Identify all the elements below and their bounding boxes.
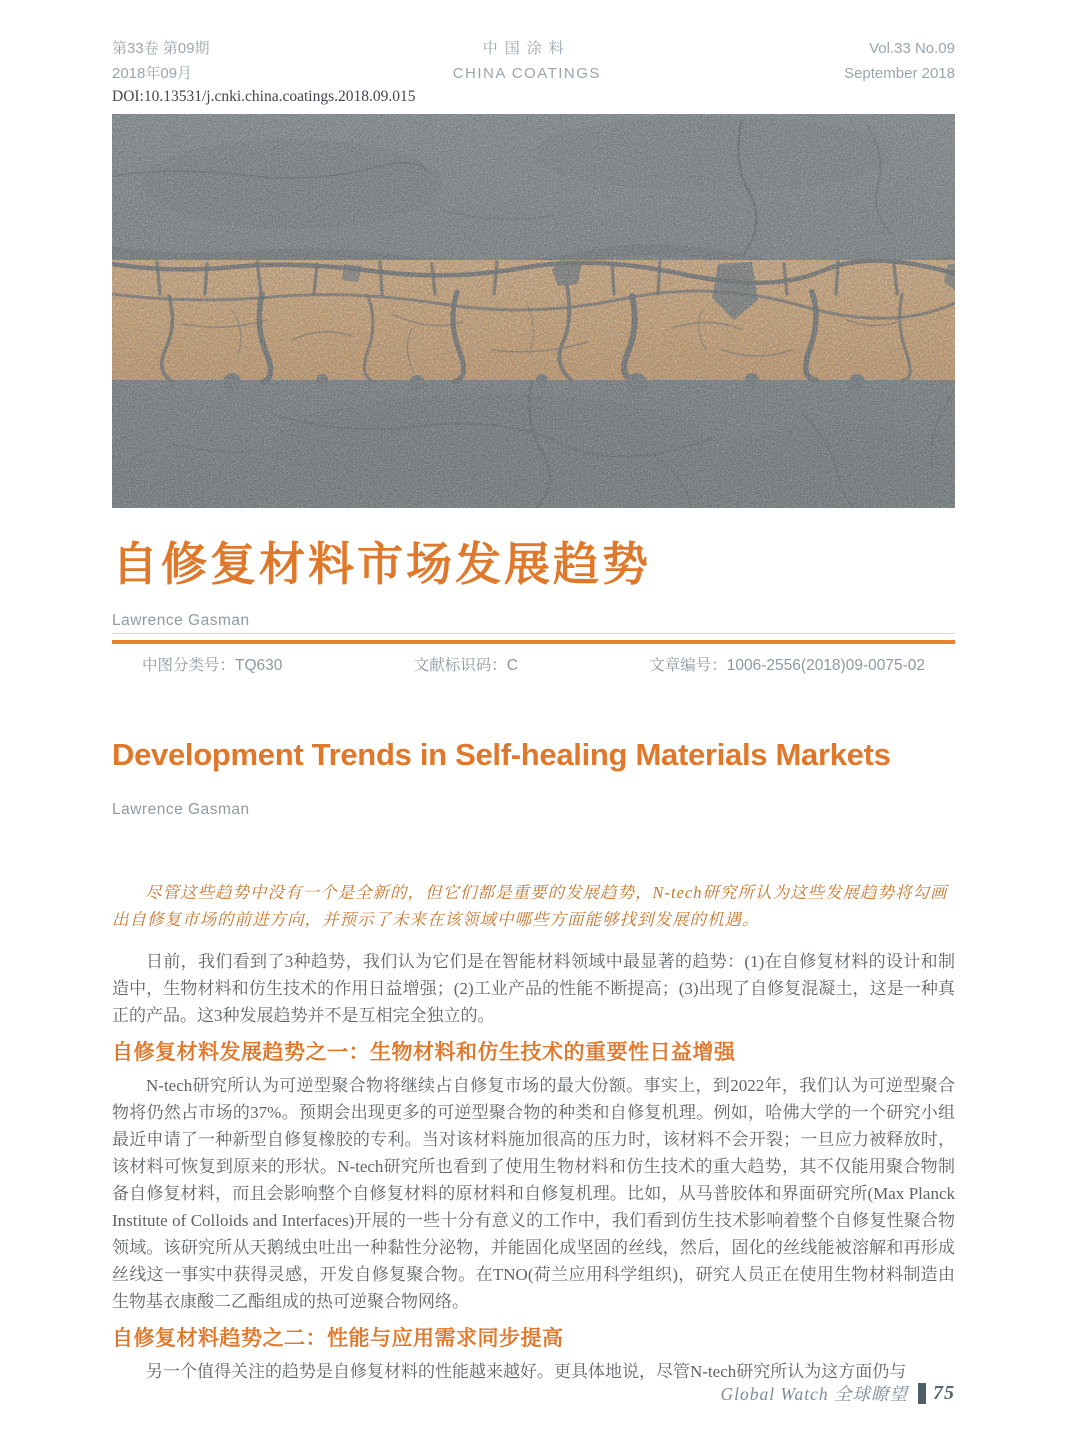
header-issue-info [112,36,210,86]
header-volume-info [844,36,955,86]
article-number: 文章编号：1006-2556(2018)09-0075-02 [649,657,925,674]
document-code: 文献标识码：C [413,657,518,674]
section-body-2: 另一个值得关注的趋势是自修复材料的性能越来越好。更具体地说，尽管N-tech研究所认为这方面仍与 [146,1362,907,1381]
volume-number-en: Vol.33 No.09 [869,40,955,57]
article-title-zh: 自修复材料市场发展趋势 [112,538,651,590]
clc-number: 中图分类号：TQ630 [142,657,283,674]
author-name-en-block: Lawrence Gasman [112,801,250,818]
article-title-en: Development Trends in Self-healing Materials Markets [112,737,891,772]
section-heading-2: 自修复材料趋势之二：性能与应用需求同步提高 [112,1327,564,1350]
issue-date-en: September 2018 [844,65,955,82]
author-name-zh-block: Lawrence Gasman [112,612,250,629]
issue-volume-zh: 第33卷 第09期 [112,40,210,57]
issue-date-zh: 2018年09月 [112,65,193,82]
intro-paragraph: 日前，我们看到了3种趋势，我们认为它们是在智能材料领域中最显著的趋势：(1)在自修复材料的设计和制造中，生物材料和仿生技术的作用日益增强；(2)工业产品的性能不断提高；(3)出现了自修复混凝土，这是一种真正的产品。这3种发展趋势并不是互相完全独立的。 [112,952,955,1025]
section-body-1: N-tech研究所认为可逆型聚合物将继续占自修复市场的最大份额。事实上，到2022年，我们认为可逆型聚合物将仍然占市场的37%。预期会出现更多的可逆型聚合物的种类和自修复机理。例如，哈佛大学的一个研究小组最近申请了一种新型自修复橡胶的专利。当对该材料施加很高的压力时，该材料不会开裂；一旦应力被释放时，该材料可恢复到原来的形状。N-tech研究所也看到了使用生物材料和仿生技术的重大趋势，其不仅能用聚合物制备自修复材料，而且会影响整个自修复材料的原材料和自修复机理。比如，从马普胶体和界面研究所(Max Planck Institute of Colloids and Interfaces)开展的一些十分有意义的工作中，我们看到仿生技术影响着整个自修复性聚合物领域。该研究所从天鹅绒虫吐出一种黏性分泌物，并能固化成坚固的丝线，然后，固化的丝线能被溶解和再形成丝线这一事实中获得灵感，开发自修复聚合物。在TNO(荷兰应用科学组织)，研究人员正在使用生物材料制造由生物基衣康酸二乙酯组成的热可逆聚合物网络。 [112,1076,955,1311]
page-number: 75 [933,1382,955,1404]
footer-bar-icon [918,1383,926,1404]
hero-photo [112,114,955,508]
journal-name-zh: 中国涂料 [482,40,571,57]
journal-header [112,36,955,86]
article-meta-row [112,657,955,675]
thin-divider [112,633,955,634]
abstract-paragraph: 尽管这些趋势中没有一个是全新的，但它们都是重要的发展趋势，N-tech研究所认为这些发展趋势将勾画出自修复市场的前进方向，并预示了未来在该领域中哪些方面能够找到发展的机遇。 [112,883,948,929]
page-footer [721,1381,955,1406]
footer-section-label: Global Watch 全球瞭望 [720,1384,908,1404]
section-heading-1: 自修复材料发展趋势之一：生物材料和仿生技术的重要性日益增强 [112,1041,736,1064]
journal-name-en: CHINA COATINGS [452,65,601,82]
doi-line: DOI:10.13531/j.cnki.china.coatings.2018.09.015 [112,88,416,105]
header-journal-name [453,36,601,86]
asphalt-photo-graphic [112,114,955,508]
orange-divider [112,640,955,644]
